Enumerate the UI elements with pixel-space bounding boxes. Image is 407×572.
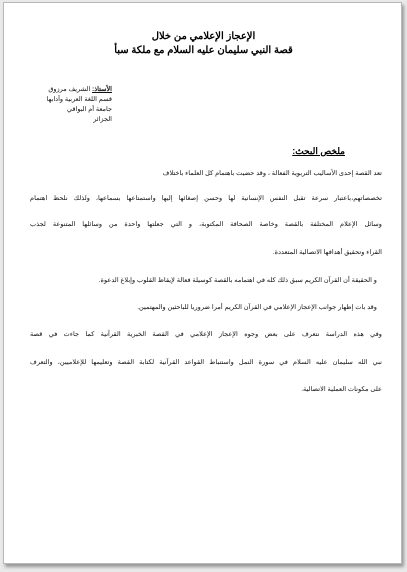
- abstract-line: و الحقيقة أن القرآن الكريم سبق ذلك كله في اهتمامه بالقصة كوسيلة فعالة لإيقاظ القلوب وإبلاغ الدعوة.: [98, 277, 377, 284]
- author-block: [22, 85, 112, 125]
- author-name-line: [22, 85, 112, 95]
- author-name: الشريف مرزوق: [48, 86, 91, 93]
- author-country: الجزائر: [93, 116, 112, 123]
- abstract-line: تخصصاتهم،باعتبار سرعة تقبل النفس الإنسانية لها وحسن إصغائها إليها واستمتاعها بسماعها، ولذلك نلحظ اهتمام: [30, 195, 382, 202]
- abstract-heading: ملخص البحث:: [292, 146, 345, 156]
- author-university: جامعة أم البواقي: [67, 106, 112, 113]
- abstract-line: وفي هذه الدراسة نتعرف على بعض وجوه الإعجاز الإعلامي في القصة الخبرية القرآنية كما جاءت في قصة: [30, 331, 382, 338]
- abstract-line: وقد بات إظهار جوانب الإعجاز الإعلامي في القرآن الكريم أمرا ضروريا للباحثين والمهتمين.: [137, 304, 377, 311]
- author-department: قسم اللغة العربية وآدابها: [46, 96, 112, 103]
- document-title-line2: قصة النبي سليمان عليه السلام مع ملكة سبأ: [114, 45, 293, 56]
- abstract-line: تعد القصة إحدى الأساليب التربوية الفعالة ، وقد حضيت باهتمام كل العلماء باختلاف: [162, 170, 382, 177]
- abstract-line: على مكونات العملية الاتصالية.: [301, 386, 382, 393]
- abstract-line: وسائل الإعلام المختلفة بالقصة وخاصة الصحافة المكتوبة، و التي جعلتها واحدة من وسائلها المتنوعة لجذب: [30, 221, 382, 228]
- abstract-line: نبي الله سليمان عليه السلام في سورة النمل واستنباط القواعد القرآنية لكتابة القصة وتعليمها للإعلاميين، والتعرف: [30, 359, 382, 366]
- document-page: [3, 2, 402, 564]
- abstract-line: القراء وتحقيق أهدافها الاتصالية المتعددة.: [272, 249, 382, 256]
- document-title-line1: الإعجاز الإعلامي من خلال: [151, 31, 256, 42]
- author-label: الأستاذ:: [92, 86, 112, 93]
